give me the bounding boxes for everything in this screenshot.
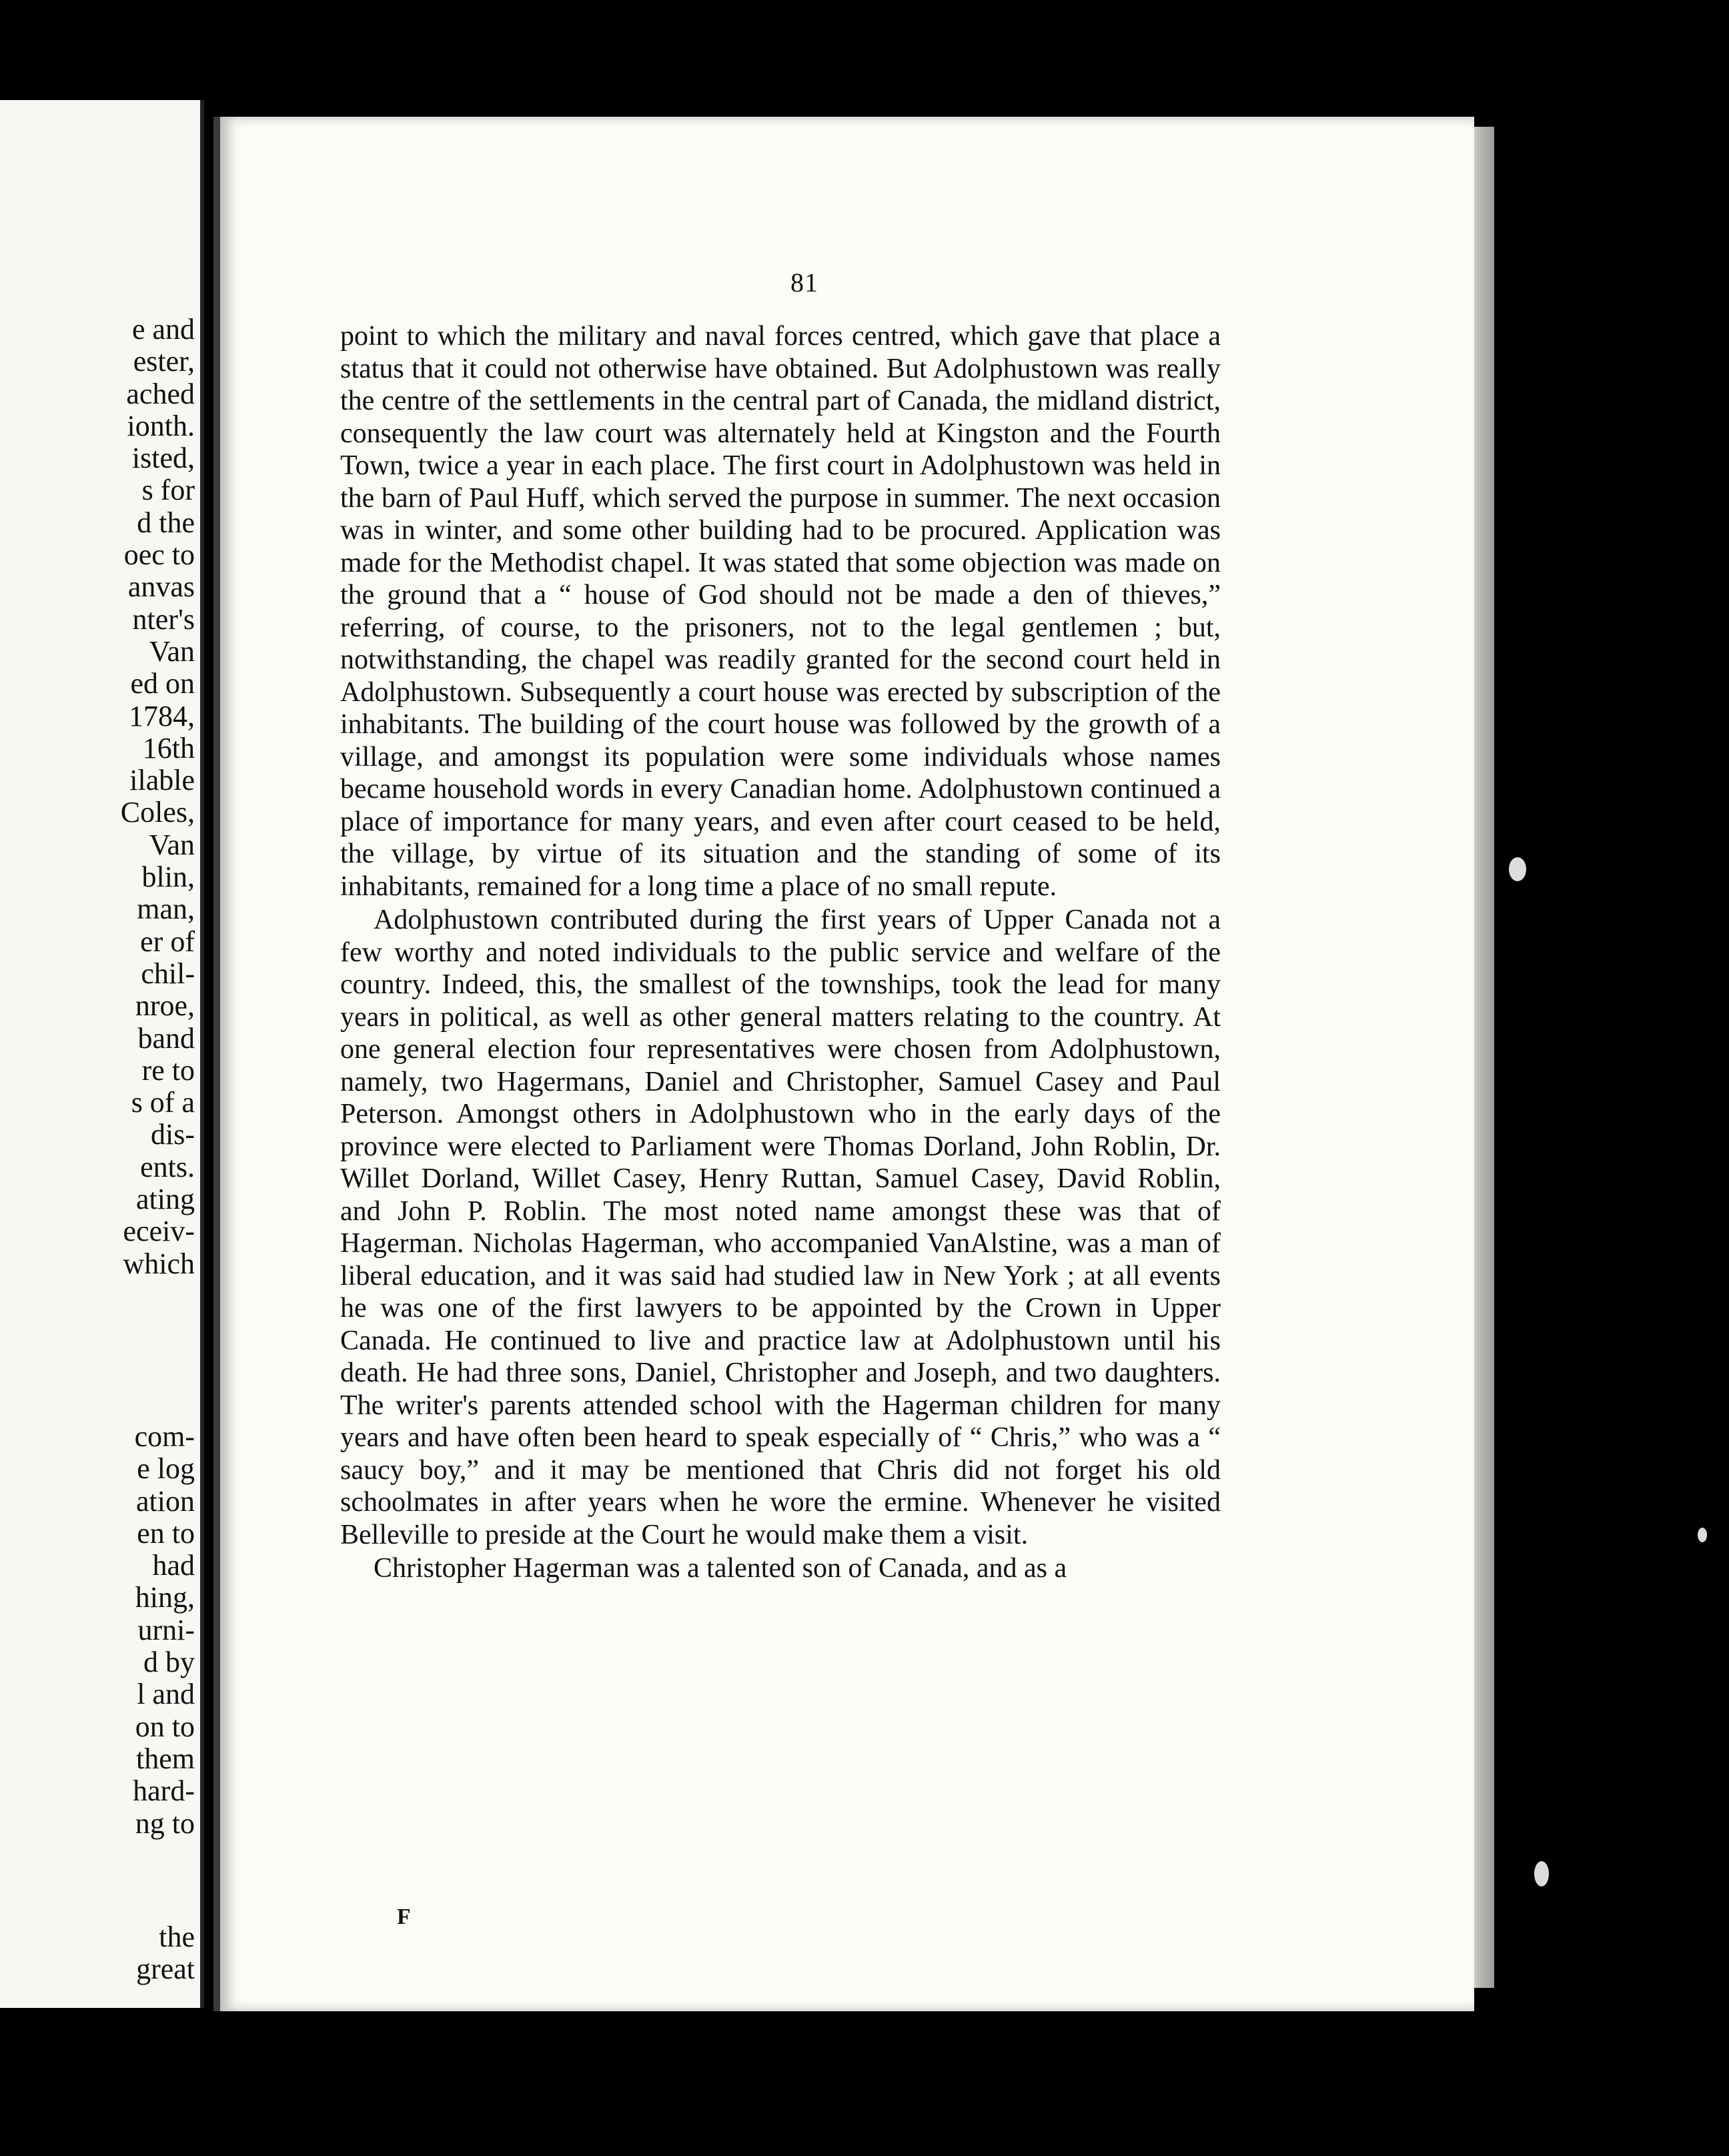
previous-page-line: e and [131, 313, 195, 346]
previous-page-line: nter's [132, 602, 195, 636]
previous-page-line: ng to [135, 1806, 195, 1840]
previous-page-line: ed on [130, 667, 195, 700]
previous-page-line: ents. [140, 1150, 195, 1183]
book-page [213, 117, 1474, 2011]
previous-page-line: dis- [151, 1118, 195, 1151]
previous-page-line: Van [149, 828, 195, 861]
previous-page-line: the [159, 1921, 195, 1953]
previous-page-line: ation [136, 1484, 195, 1518]
previous-page-line: anvas [127, 570, 195, 604]
previous-page-line: er of [140, 925, 195, 958]
previous-page-line: l and [137, 1678, 195, 1711]
previous-page-line: oec to [123, 538, 195, 572]
previous-page-line: s of a [131, 1086, 195, 1119]
previous-page [0, 100, 204, 2008]
signature-mark: F [397, 1905, 411, 1929]
previous-page-line: blin, [141, 861, 195, 894]
previous-page-line: chil- [141, 957, 195, 990]
previous-page-line: had [152, 1549, 195, 1582]
previous-page-text-middle [133, 1421, 195, 1840]
previous-page-line: Van [149, 634, 195, 668]
previous-page-line: urni- [137, 1613, 195, 1646]
previous-page-line: re to [141, 1053, 195, 1087]
previous-page-line: great [136, 1953, 195, 1986]
previous-page-line: e log [137, 1452, 195, 1486]
previous-page-line: isted, [131, 442, 195, 475]
previous-page-line: 1784, [129, 699, 195, 732]
previous-page-line: Coles, [120, 796, 195, 829]
previous-page-line: which [123, 1247, 195, 1280]
previous-page-text-upper [121, 314, 195, 1280]
paragraph: point to which the military and naval forces centred, which gave that place a status that it could not otherwise have obtained. But Adolphustown was really the centre of the settlements in the central part of Canada, the midland district, consequently the law court was alternately held at Kingston and the Fourth Town, twice a year in each place. The first court in Adolphustown was held in the barn of Paul Huff, which served the purpose in summer. The next occasion was in winter, and some other building had to be procured. Application was made for the Methodist chapel. It was stated that some objection was made on the ground that a “ house of God should not be made a den of thieves,” referring, of course, to the prisoners, not to the legal gentlemen ; but, notwithstanding, the chapel was readily granted for the second court held in Adolphustown. Subsequently a court house was erected by subscription of the inhabitants. The building of the court house was followed by the growth of a village, and amongst its population were some individuals whose names became household words in every Canadian home. Adolphustown continued a place of importance for many years, and even after court ceased to be held, the village, by virtue of its situation and the standing of some of its inhabitants, remained for a long time a place of no small repute. [340, 321, 1221, 902]
previous-page-text-lower [136, 1921, 195, 1986]
previous-page-line: eceiv- [123, 1215, 195, 1248]
previous-page-line: them [136, 1742, 195, 1775]
previous-page-line: 16th [142, 731, 195, 764]
previous-page-line: d the [137, 506, 195, 539]
previous-page-line: com- [134, 1420, 195, 1453]
previous-page-line: s for [141, 474, 195, 507]
body-text [340, 320, 1221, 1585]
previous-page-line: d by [143, 1646, 195, 1679]
scan-speck [1534, 1861, 1549, 1886]
page-number: 81 [790, 267, 818, 298]
paragraph: Christopher Hagerman was a talented son of Canada, and as a [374, 1553, 1067, 1584]
previous-page-line: nroe, [135, 989, 195, 1023]
previous-page-line: ionth. [127, 409, 195, 442]
previous-page-line: hing, [135, 1581, 195, 1614]
paragraph: Adolphustown contributed during the first years of Upper Canada not a few worthy and noted individuals to the public service and welfare of the country. Indeed, this, the smallest of the townships, took the lead for many years in political, as well as other general matters relating to the country. At one general election four representatives were chosen from Adolphustown, namely, two Hagermans, Daniel and Christopher, Samuel Casey and Paul Peterson. Amongst others in Adolphustown who in the early days of the province were elected to Parliament were Thomas Dorland, John Roblin, Dr. Willet Dorland, Willet Casey, Henry Ruttan, Samuel Casey, David Roblin, and John P. Roblin. The most noted name amongst these was that of Hagerman. Nicholas Hagerman, who accompanied VanAlstine, was a man of liberal education, and it was said had studied law in New York ; at all events he was one of the first lawyers to be appointed by the Crown in Upper Canada. He continued to live and practice law at Adolphustown until his death. He had three sons, Daniel, Christopher and Joseph, and two daughters. The writer's parents attended school with the Hagerman children for many years and have often been heard to speak especially of “ Chris,” who was a “ saucy boy,” and it may be mentioned that Chris did not forget his old schoolmates in after years when he wore the ermine. Whenever he visited Belleville to preside at the Court he would make them a visit. [340, 905, 1221, 1550]
previous-page-line: en to [137, 1516, 195, 1550]
previous-page-line: band [137, 1021, 195, 1055]
previous-page-line: ating [136, 1183, 195, 1216]
previous-page-line: man, [137, 893, 195, 926]
scan-speck [1509, 857, 1526, 881]
previous-page-line: ester, [133, 345, 195, 378]
previous-page-line: hard- [133, 1774, 195, 1808]
previous-page-line: ilable [129, 764, 195, 797]
scan-speck [1698, 1528, 1707, 1542]
previous-page-line: on to [135, 1710, 195, 1743]
previous-page-line: ached [126, 377, 195, 410]
